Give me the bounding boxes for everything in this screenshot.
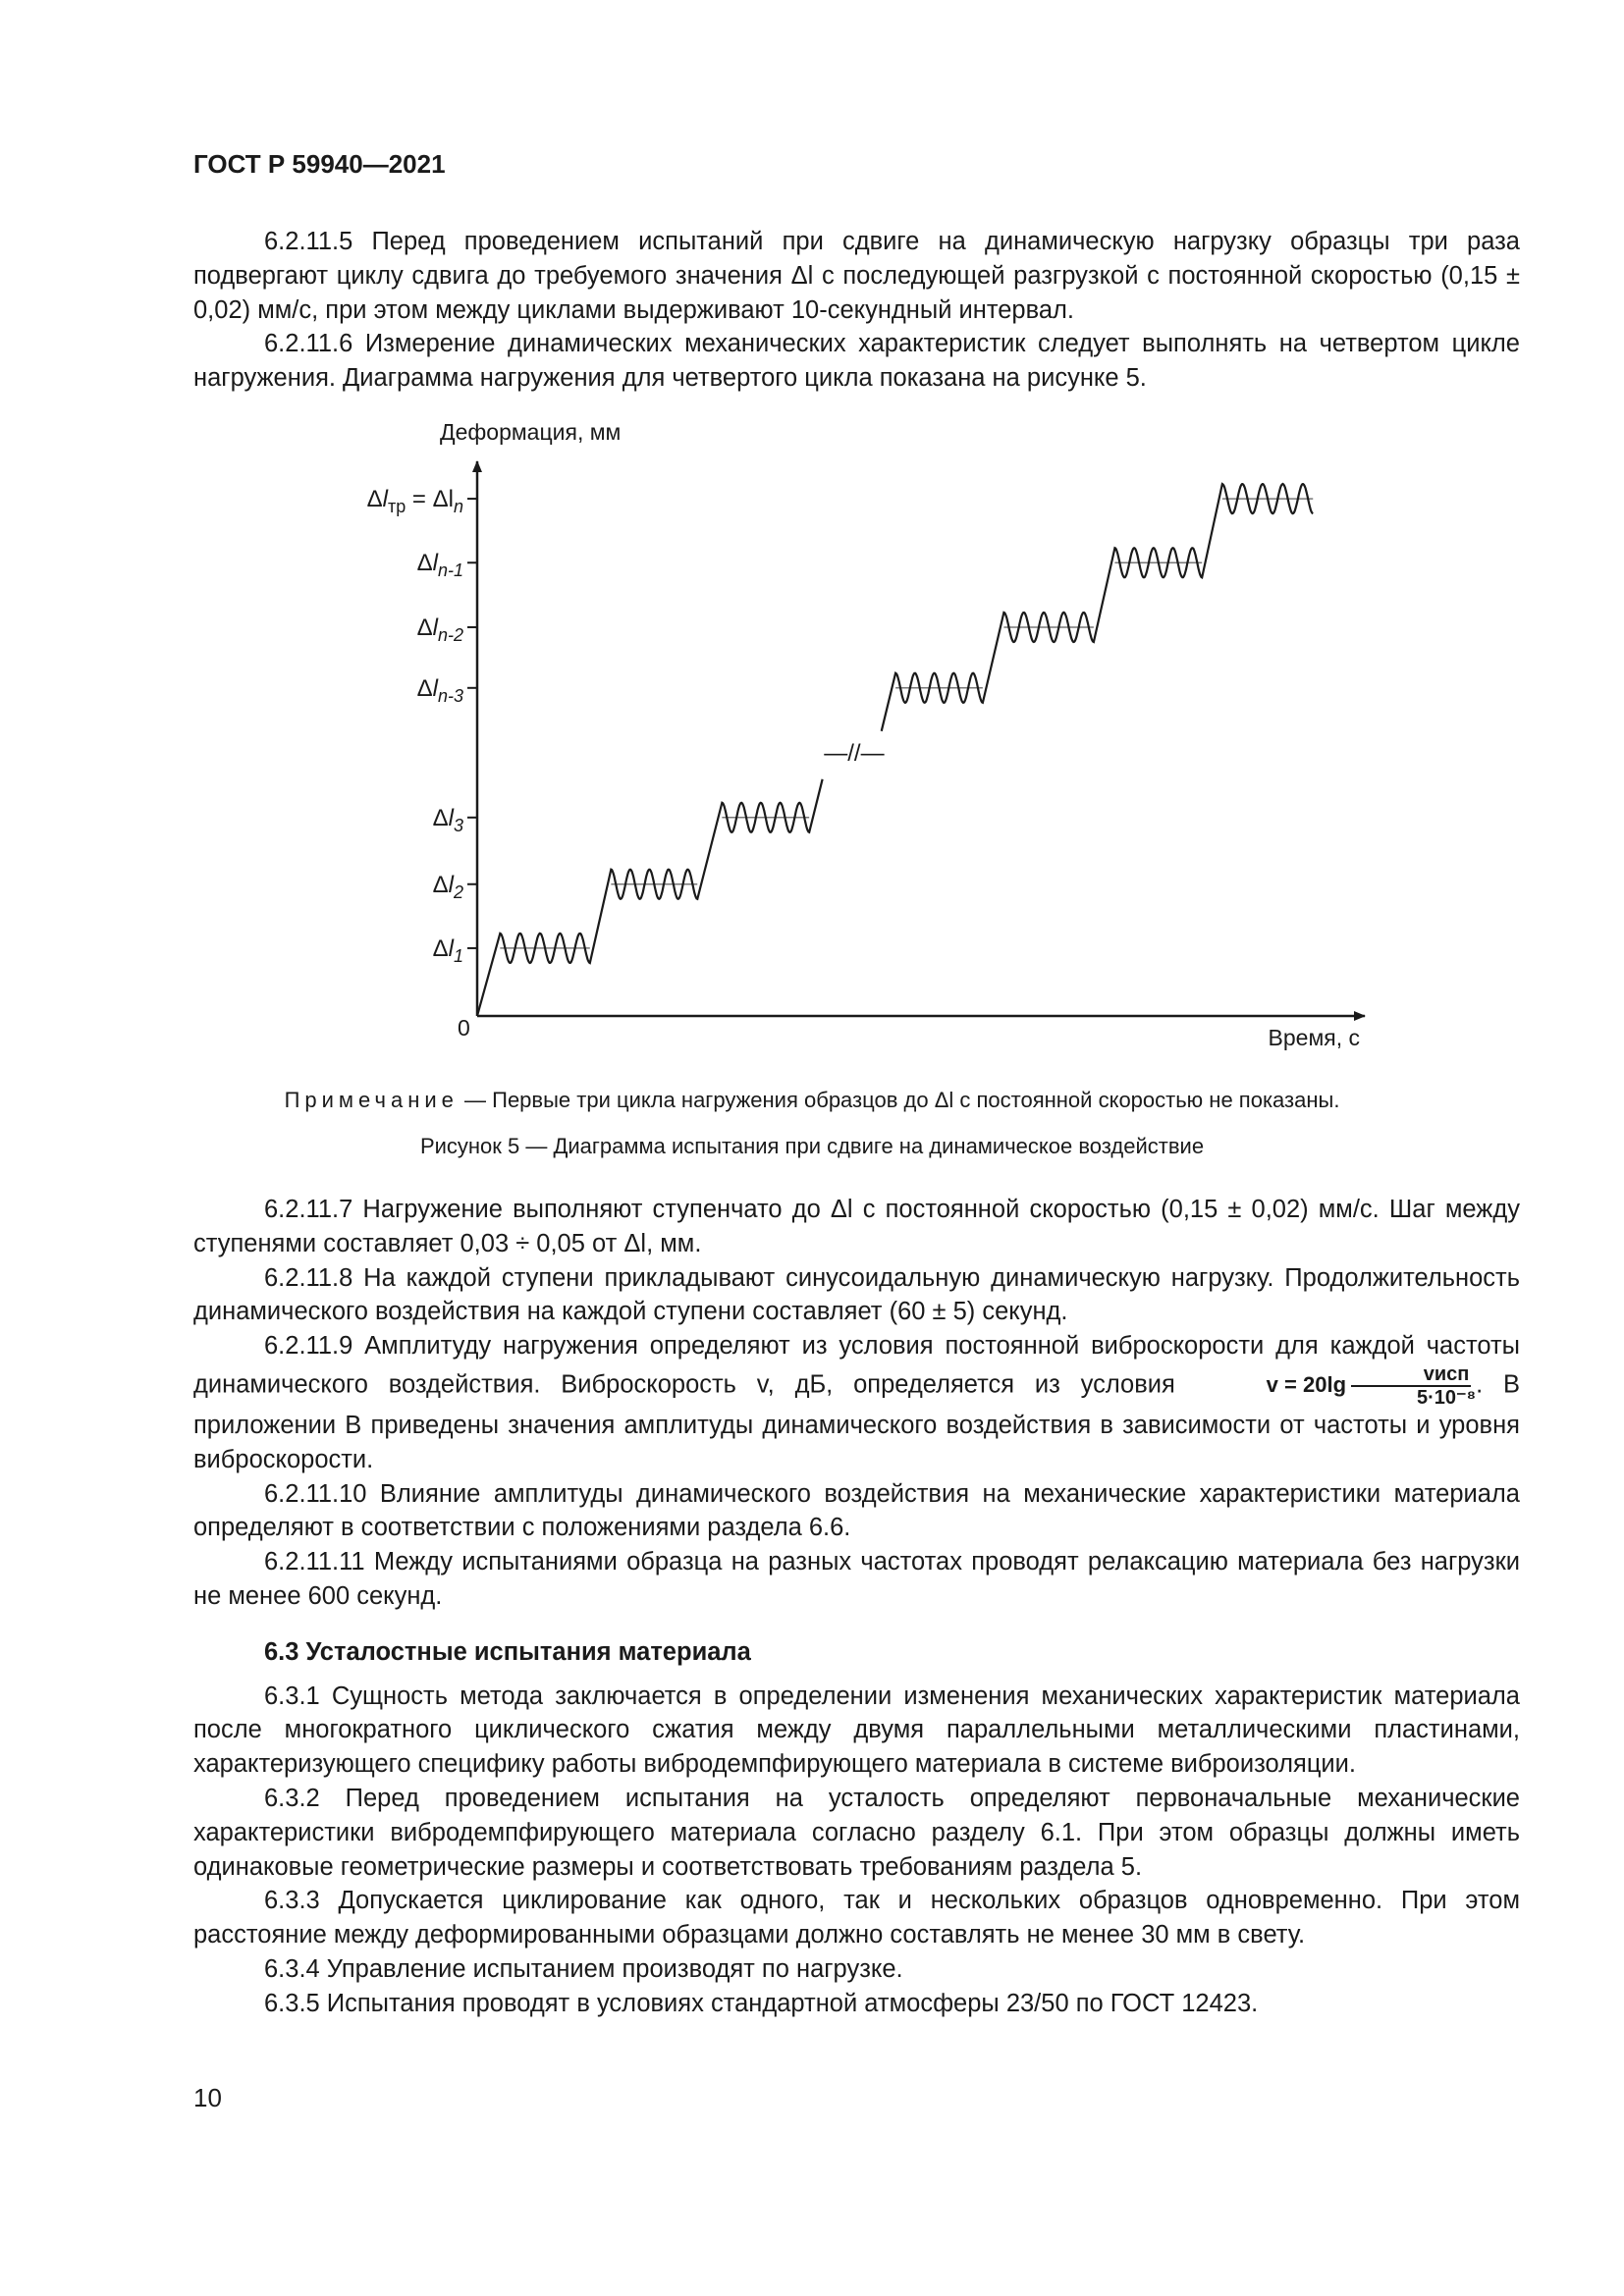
paragraph-6-3-5: 6.3.5 Испытания проводят в условиях стандартной атмосферы 23/50 по ГОСТ 12423. bbox=[264, 1989, 1259, 2017]
axis-break-mark: —//— bbox=[824, 740, 885, 768]
formula-denominator: 5·10⁻⁸ bbox=[1417, 1386, 1477, 1409]
y-tick-label: $\Delta l_{тр} = \Delta l_n$ bbox=[366, 486, 463, 517]
paragraph-6-3-1: 6.3.1 Сущность метода заключается в определении изменения механических характеристик материала после многократного циклического сжатия между двумя параллельными металлическими пластинами, характеризующего специфику работы вибродемпфирующего материала в системе виброизоляции. bbox=[193, 1682, 1520, 1779]
formula bbox=[1196, 1363, 1476, 1409]
y-tick-label: $\Delta l_2$ bbox=[432, 871, 463, 902]
y-tick-label: $\Delta l_{n-3}$ bbox=[416, 674, 463, 706]
paragraph-6-2-11-10: 6.2.11.10 Влияние амплитуды динамического воздействия на механические характеристики материала определяют в соответствии с положениями раздела 6.6. bbox=[193, 1479, 1520, 1542]
y-tick-label: $\Delta l_1$ bbox=[432, 934, 463, 966]
figure-note bbox=[0, 1088, 1624, 1113]
note-prefix: Примечание bbox=[284, 1088, 459, 1112]
y-axis-label: Деформация, мм bbox=[440, 419, 622, 445]
origin-label: 0 bbox=[458, 1015, 470, 1041]
formula-fraction bbox=[1346, 1363, 1476, 1409]
formula-lhs: v = 20lg bbox=[1266, 1371, 1347, 1397]
y-tick-label-equals: = Δl bbox=[406, 486, 454, 513]
y-tick-label: $\Delta l_3$ bbox=[432, 804, 463, 835]
document-header: ГОСТ Р 59940—2021 bbox=[193, 149, 446, 179]
paragraph-6-2-11-6: 6.2.11.6 Измерение динамических механических характеристик следует выполнять на четвертом цикле нагружения. Диаграмма нагружения для четвертого цикла показана на рисунке 5. bbox=[193, 330, 1520, 393]
paragraph-6-2-11-5: 6.2.11.5 Перед проведением испытаний при сдвиге на динамическую нагрузку образцы три раза подвергают циклу сдвига до требуемого значения Δl с последующей разгрузкой с постоянной скоростью (0,15 ± 0,02) мм/с, при этом между циклами выдерживают 10-секундный интервал. bbox=[193, 228, 1520, 324]
y-tick-label: $\Delta l_{n-2}$ bbox=[416, 614, 463, 645]
y-tick-label: $\Delta l_{n-1}$ bbox=[416, 550, 463, 581]
paragraph-6-3-3: 6.3.3 Допускается циклирование как одного, так и нескольких образцов одновременно. При этом расстояние между деформированными образцами должно составлять не менее 30 мм в свету. bbox=[193, 1887, 1520, 1949]
deformation-series-line bbox=[477, 484, 1313, 1016]
paragraph-6-2-11-7: 6.2.11.7 Нагружение выполняют ступенчато до Δl с постоянной скоростью (0,15 ± 0,02) мм/с. Шаг между ступенями составляет 0,03 ÷ 0,05 от Δl, мм. bbox=[193, 1196, 1520, 1257]
x-axis-label: Время, с bbox=[1268, 1025, 1360, 1050]
paragraph-6-3-2: 6.3.2 Перед проведением испытания на усталость определяют первоначальные механические характеристики вибродемпфирующего материала согласно разделу 6.1. При этом образцы должны иметь одинаковые геометрические размеры и соответствовать требованиям раздела 5. bbox=[193, 1784, 1520, 1881]
section-heading-6-3: 6.3 Усталостные испытания материала bbox=[264, 1637, 751, 1666]
note-text: — Первые три цикла нагружения образцов до Δl с постоянной скоростью не показаны. bbox=[458, 1088, 1340, 1112]
section-mid bbox=[193, 1193, 1520, 2021]
figure-caption: Рисунок 5 — Диаграмма испытания при сдвиге на динамическое воздействие bbox=[419, 1134, 1205, 1158]
formula-numerator: vисп bbox=[1351, 1363, 1472, 1387]
paragraph-text: 6.2.11.9 Амплитуду нагружения определяют из условия постоянной виброскорости для каждой частоты динамического воздействия. Виброскорость v, дБ, определяется из условия bbox=[193, 1332, 1520, 1399]
paragraph-6-3-4: 6.3.4 Управление испытанием производят по нагрузке. bbox=[264, 1954, 903, 1983]
page-number: 10 bbox=[193, 2083, 222, 2112]
paragraph-6-2-11-11: 6.2.11.11 Между испытаниями образца на разных частотах проводят релаксацию материала без нагрузки не менее 600 секунд. bbox=[193, 1548, 1520, 1610]
paragraph-6-2-11-9 bbox=[193, 1329, 1520, 1476]
loading-diagram-chart bbox=[0, 0, 1624, 1080]
paragraph-6-2-11-8: 6.2.11.8 На каждой ступени прикладывают синусоидальную динамическую нагрузку. Продолжительность динамического воздействия на каждой ступени составляет (60 ± 5) секунд. bbox=[193, 1263, 1520, 1326]
paragraph-text: . В приложении В приведены значения амплитуды динамического воздействия в зависимости от частоты и уровня виброскорости. bbox=[193, 1370, 1520, 1473]
